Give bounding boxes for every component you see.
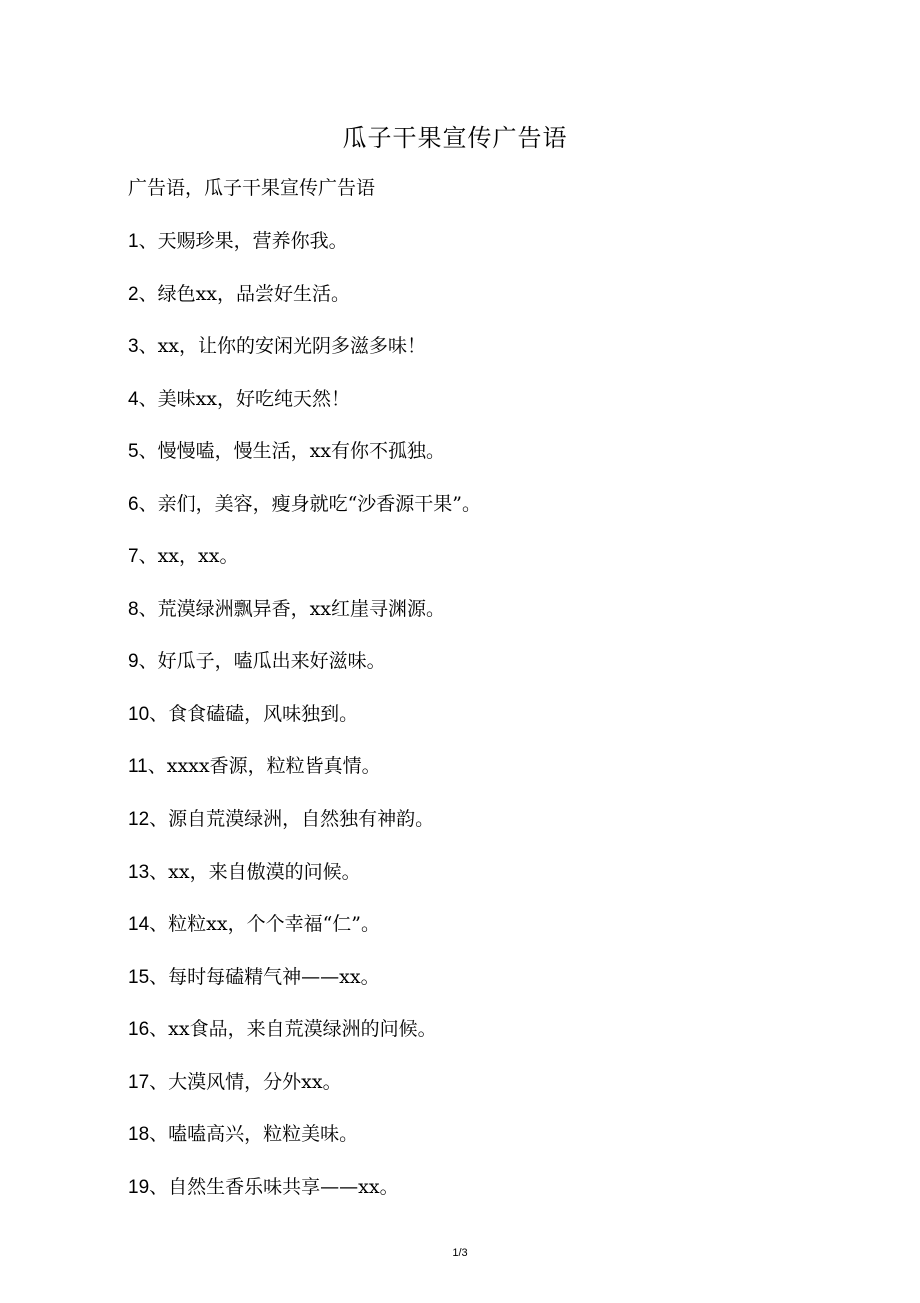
slogan-item	[128, 909, 481, 962]
slogan-number: 7	[128, 546, 139, 568]
slogan-number: 14	[128, 914, 150, 936]
slogan-text: 、好瓜子，嗑瓜出来好滋味。	[138, 650, 386, 673]
slogan-text: 、天赐珍果，营养你我。	[138, 230, 348, 252]
slogan-text: 、源自荒漠绿洲，自然独有神韵。	[149, 808, 435, 831]
slogan-text: 、慢慢嗑，慢生活，xx有你不孤独。	[138, 440, 446, 463]
slogan-item	[128, 541, 481, 594]
slogan-number: 8	[128, 598, 139, 620]
slogan-number: 9	[128, 651, 139, 673]
slogan-item	[128, 962, 481, 1015]
slogan-number: 5	[128, 441, 139, 463]
page-number: 1/3	[452, 1247, 468, 1259]
slogan-item	[128, 436, 481, 489]
slogan-item	[128, 1014, 481, 1067]
slogan-number: 4	[128, 388, 139, 410]
slogan-number: 16	[128, 1019, 150, 1041]
slogan-list	[128, 226, 481, 1224]
slogan-text: 、嗑嗑高兴，粒粒美味。	[149, 1123, 359, 1146]
slogan-item	[128, 699, 481, 752]
slogan-number: 1	[128, 231, 139, 252]
slogan-text: 、粒粒xx，个个幸福“仁”。	[149, 913, 380, 936]
slogan-text: 、每时每磕精气神——xx。	[149, 965, 380, 988]
slogan-text: 、荒漠绿洲飘异香，xx红崖寻渊源。	[138, 597, 446, 620]
slogan-number: 6	[128, 493, 139, 515]
slogan-number: 13	[128, 861, 150, 883]
slogan-item	[128, 1119, 481, 1172]
slogan-number: 12	[128, 809, 150, 831]
slogan-number: 18	[128, 1124, 150, 1146]
slogan-number: 3	[128, 336, 139, 358]
slogan-item	[128, 384, 481, 437]
slogan-item	[128, 226, 481, 279]
slogan-text: 、xx，来自傲漠的问候。	[149, 860, 361, 883]
slogan-item	[128, 857, 481, 910]
document-subtitle: 广告语，瓜子干果宣传广告语	[128, 177, 376, 199]
slogan-text: 、xxxx香源，粒粒皆真情。	[147, 755, 381, 778]
slogan-number: 19	[128, 1176, 150, 1198]
slogan-item	[128, 331, 481, 384]
slogan-number: 15	[128, 966, 150, 988]
slogan-item	[128, 489, 481, 542]
slogan-number: 11	[128, 756, 148, 778]
slogan-item	[128, 1067, 481, 1120]
slogan-item	[128, 594, 481, 647]
slogan-text: 、xx，让你的安闲光阴多滋多味！	[138, 335, 427, 358]
document-title: 瓜子干果宣传广告语	[342, 124, 568, 152]
slogan-text: 、亲们，美容，瘦身就吃“沙香源干果”。	[138, 492, 482, 515]
slogan-text: 、xx食品，来自荒漠绿洲的问候。	[149, 1018, 437, 1041]
slogan-item	[128, 279, 481, 332]
slogan-number: 10	[128, 703, 150, 725]
slogan-text: 、绿色xx，品尝好生活。	[138, 282, 351, 305]
slogan-text: 、大漠风情，分外xx。	[149, 1070, 342, 1093]
slogan-text: 、食食磕磕，风味独到。	[149, 702, 359, 725]
slogan-item	[128, 804, 481, 857]
slogan-number: 2	[128, 283, 139, 305]
slogan-text: 、xx，xx。	[138, 545, 239, 568]
slogan-item	[128, 1172, 481, 1225]
slogan-text: 、美味xx，好吃纯天然！	[138, 387, 351, 410]
slogan-item	[128, 646, 481, 699]
slogan-item	[128, 751, 481, 804]
slogan-number: 17	[128, 1071, 150, 1093]
slogan-text: 、自然生香乐味共享——xx。	[149, 1175, 399, 1198]
